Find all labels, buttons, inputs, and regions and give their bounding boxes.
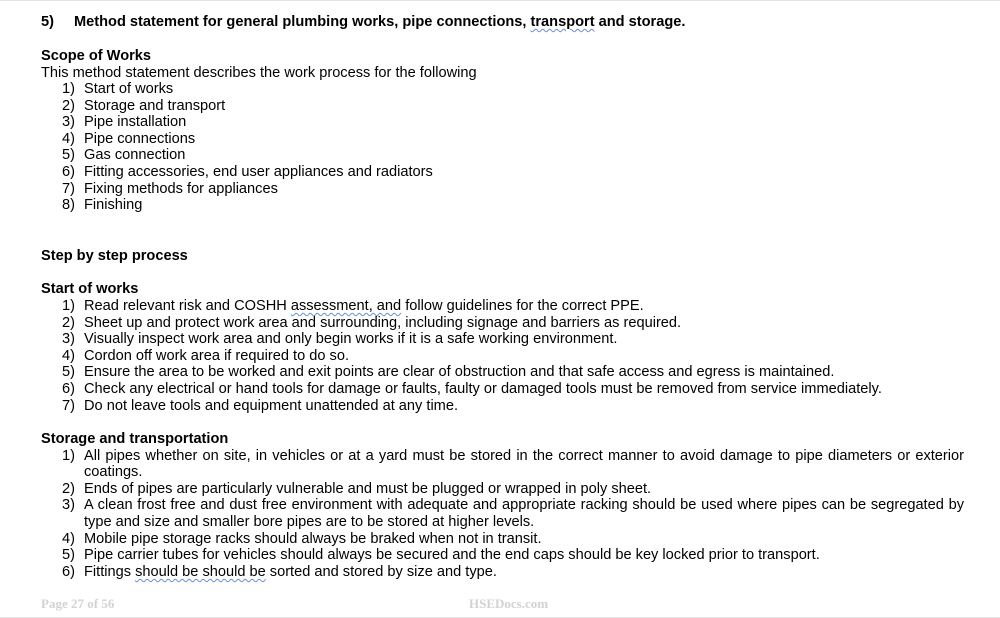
list-number: 2) [62, 480, 75, 497]
list-item [62, 315, 882, 332]
storage-list [62, 448, 964, 564]
list-text: Pipe connections [84, 130, 196, 147]
page-number-footer [41, 596, 114, 612]
list-number: 6) [62, 163, 75, 180]
list-item [62, 398, 882, 415]
list-text: Storage and transport [84, 97, 226, 114]
page-current: 27 [70, 596, 84, 611]
list-item [62, 147, 433, 164]
list-text: Pipe installation [84, 114, 187, 131]
list-item [62, 298, 644, 315]
page-of: of [87, 596, 99, 611]
list-item [62, 131, 433, 148]
list-number: 1) [62, 81, 75, 97]
list-text: Sheet up and protect work area and surrounding, including signage and barriers as required. [84, 314, 682, 331]
process-heading: Step by step process [41, 248, 188, 264]
list-item [62, 448, 964, 481]
storage-list-last [62, 564, 497, 581]
section-title [41, 14, 685, 30]
list-number: 1) [62, 447, 75, 464]
list-item [62, 81, 433, 98]
site-watermark: HSEDocs.com [469, 596, 549, 611]
list-number: 5) [62, 147, 75, 164]
list-number: 6) [62, 380, 75, 397]
list-item [62, 331, 882, 348]
list-number: 2) [62, 314, 75, 331]
list-number: 1) [62, 298, 75, 314]
section-number: 5) [41, 14, 54, 30]
list-number: 5) [62, 547, 75, 564]
scope-intro: This method statement describes the work process for the following [41, 65, 477, 81]
list-number: 7) [62, 180, 75, 197]
list-text: Gas connection [84, 147, 186, 164]
list-number: 4) [62, 347, 75, 364]
list-text: Fitting accessories, end user appliances and radiators [84, 163, 433, 180]
list-number: 5) [62, 364, 75, 381]
list-item [62, 348, 882, 365]
list-text: Check any electrical or hand tools for damage or faults, faulty or damaged tools must be removed from service immediately. [84, 380, 882, 397]
scope-list [62, 81, 433, 214]
page-label: Page [41, 596, 68, 611]
list-item [62, 564, 497, 581]
list-number: 3) [62, 331, 75, 348]
list-text: All pipes whether on site, in vehicles or at a yard must be stored in the correct manner to avoid damage to pipe diameters or exterior coatings. [84, 447, 964, 481]
page-top-edge [0, 0, 1000, 1]
list-item [62, 114, 433, 131]
list-item [62, 164, 433, 181]
list-item [62, 531, 964, 548]
list-text: Mobile pipe storage racks should always be braked when not in transit. [84, 530, 542, 547]
list-text: Ends of pipes are particularly vulnerable and must be plugged or wrapped in poly sheet. [84, 480, 652, 497]
list-number: 4) [62, 130, 75, 147]
list-text [84, 564, 497, 581]
start-of-works-list [62, 298, 644, 315]
list-item [62, 481, 964, 498]
list-item [62, 497, 964, 530]
list-text [84, 298, 644, 315]
list-text: Finishing [84, 197, 143, 214]
list-text: Pipe carrier tubes for vehicles should always be secured and the end caps should be key locked prior to transport. [84, 547, 820, 564]
title-flagged-word[interactable]: transport [530, 14, 595, 30]
item-text-start: Read relevant risk and COSHH [84, 298, 291, 314]
list-number: 8) [62, 197, 75, 214]
list-number: 2) [62, 97, 75, 114]
scope-heading: Scope of Works [41, 48, 152, 64]
list-text: A clean frost free and dust free environment with adequate and appropriate racking should be used where pipes can be segregated by type and size and smaller bore pipes are to be stored at higher levels. [84, 497, 964, 530]
title-text-end: and storage. [594, 14, 686, 30]
list-text: Ensure the area to be worked and exit points are clear of obstruction and that safe access and egress is maintained. [84, 364, 835, 381]
storage-heading: Storage and transportation [41, 431, 229, 447]
item-text-end: follow guidelines for the correct PPE. [401, 298, 644, 314]
list-number: 7) [62, 397, 75, 414]
flagged-phrase[interactable]: assessment, and [290, 298, 402, 314]
page-total: 56 [101, 596, 115, 611]
item-text-end: sorted and stored by size and type. [265, 564, 497, 580]
item-text-start: Fittings [84, 564, 136, 580]
flagged-phrase[interactable]: should be should be [135, 564, 266, 580]
list-number: 4) [62, 530, 75, 547]
list-text: Fixing methods for appliances [84, 180, 278, 197]
list-item [62, 381, 882, 398]
list-text: Start of works [84, 81, 174, 97]
start-of-works-list-rest [62, 315, 882, 415]
title-text-start: Method statement for general plumbing works, pipe connections, [74, 14, 531, 30]
list-item [62, 364, 882, 381]
list-item [62, 547, 964, 564]
list-number: 3) [62, 497, 75, 514]
list-number: 6) [62, 564, 75, 580]
list-item [62, 181, 433, 198]
list-item [62, 98, 433, 115]
list-text: Do not leave tools and equipment unattended at any time. [84, 397, 459, 414]
list-item [62, 197, 433, 214]
list-text: Visually inspect work area and only begin works if it is a safe working environment. [84, 331, 618, 348]
list-text: Cordon off work area if required to do so. [84, 347, 349, 364]
list-number: 3) [62, 114, 75, 131]
start-of-works-heading: Start of works [41, 281, 139, 297]
